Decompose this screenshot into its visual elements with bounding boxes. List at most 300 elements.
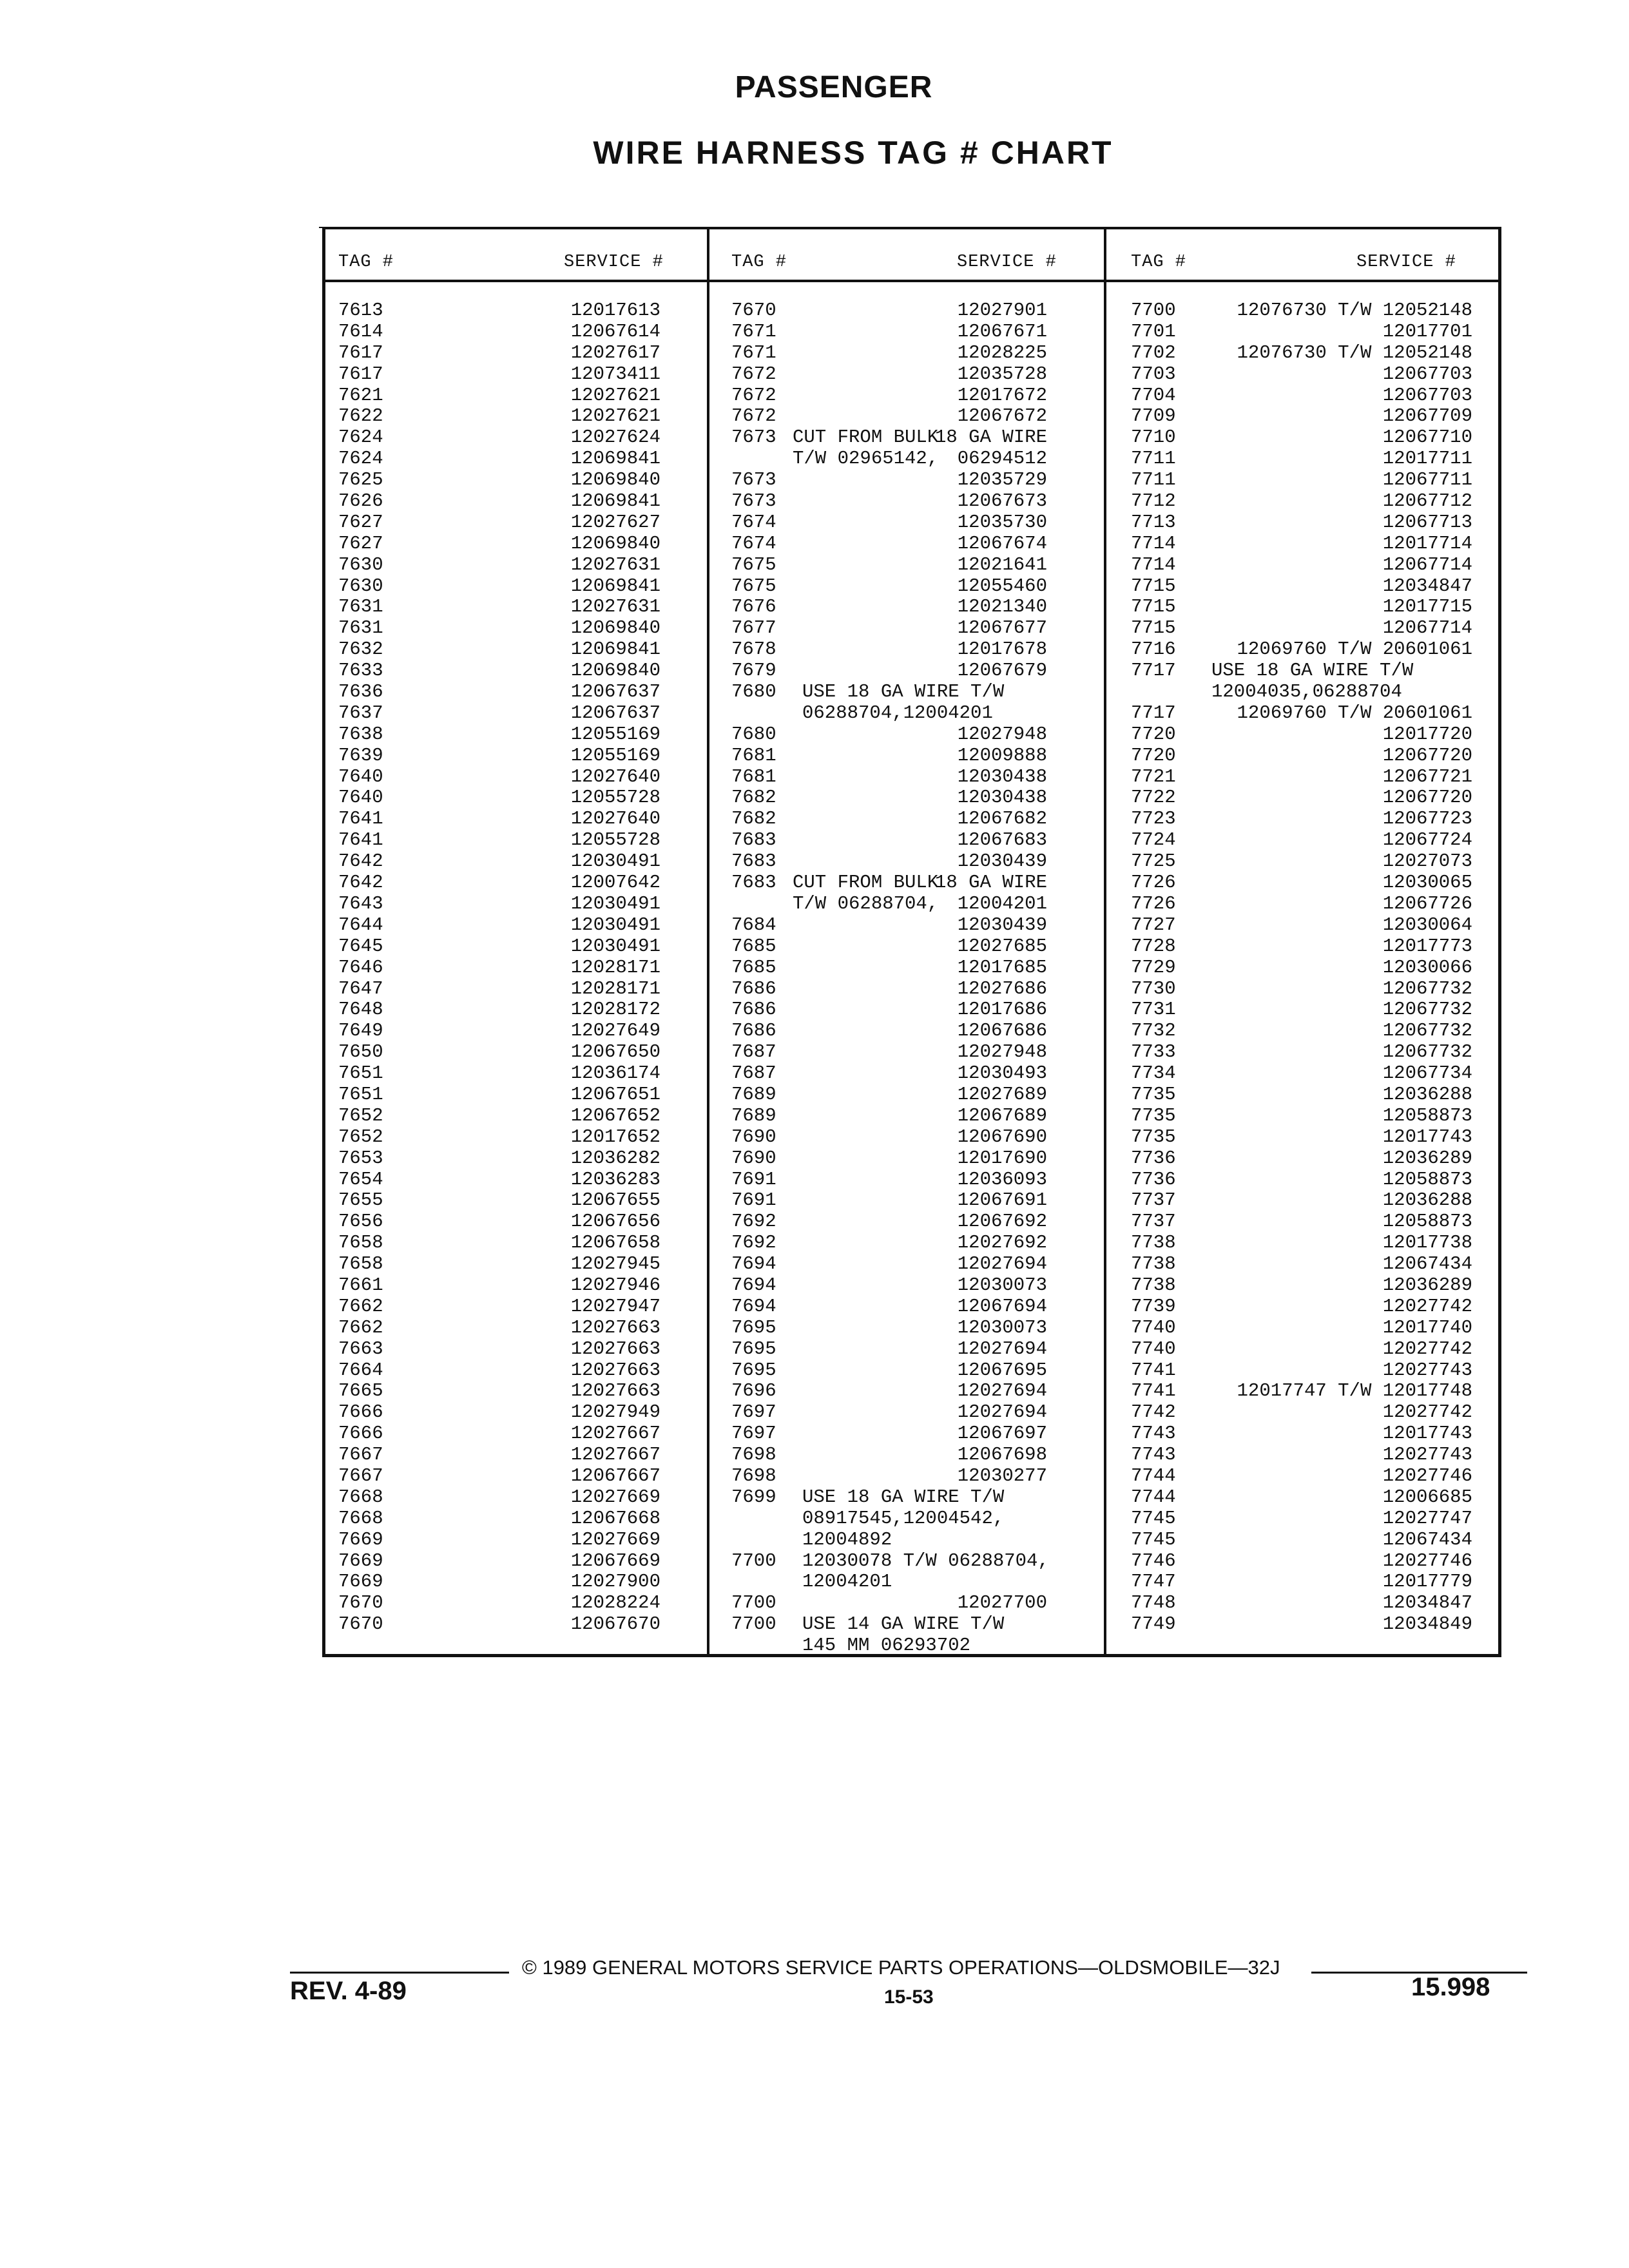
table-row (338, 1211, 693, 1233)
service-number: 12036289 (1382, 1274, 1472, 1296)
service-note: CUT FROM BULK (793, 872, 939, 894)
table-row (1131, 448, 1472, 470)
service-number: 12027073 (1382, 850, 1472, 872)
tag-number: 7672 (731, 384, 776, 406)
service-number: 12067667 (570, 1465, 660, 1486)
tag-number: 7631 (338, 596, 383, 618)
service-number: 12017747 T/W 12017748 (1237, 1380, 1472, 1402)
table-row (338, 1254, 693, 1275)
tag-number: 7630 (338, 553, 383, 575)
tag-number: 7747 (1131, 1571, 1176, 1593)
table-row (1131, 1508, 1472, 1530)
table-row (338, 745, 693, 767)
service-number: 12027624 (570, 427, 660, 448)
service-number: 12067698 (957, 1444, 1047, 1466)
table-row (731, 851, 1073, 872)
table-row (338, 660, 693, 682)
tag-number: 7627 (338, 511, 383, 533)
service-note: T/W 02965142, (793, 448, 939, 470)
service-number: 12027901 (957, 300, 1047, 321)
table-row (338, 1190, 693, 1211)
service-number: 12067720 (1382, 744, 1472, 766)
tag-number: 7691 (731, 1189, 776, 1211)
table-row (731, 639, 1073, 660)
service-number: 12027947 (570, 1295, 660, 1317)
service-number: 12067723 (1382, 808, 1472, 830)
service-number: 12067721 (1382, 765, 1472, 787)
service-number: 12030073 (957, 1274, 1047, 1296)
tag-number: 7692 (731, 1232, 776, 1254)
service-number: 12030073 (957, 1316, 1047, 1338)
table-row (1131, 957, 1472, 979)
service-number: 12030438 (957, 765, 1047, 787)
service-number: 12027694 (957, 1338, 1047, 1360)
tag-number: 7695 (731, 1359, 776, 1381)
tag-number: 7704 (1131, 384, 1176, 406)
table-row (731, 1423, 1073, 1445)
service-number: 12055169 (570, 723, 660, 745)
table-row (1131, 385, 1472, 407)
table-row (1131, 1381, 1472, 1402)
table-row (731, 894, 1073, 915)
tag-number: 7641 (338, 808, 383, 830)
service-number: 12017743 (1382, 1126, 1472, 1148)
table-row (338, 1063, 693, 1084)
table-row (1131, 830, 1472, 851)
table-row (731, 936, 1073, 957)
table-row (731, 1148, 1073, 1169)
table-row (1131, 597, 1472, 618)
tag-number: 7652 (338, 1126, 383, 1148)
service-note: 12004892 (802, 1528, 892, 1550)
table-row (731, 448, 1073, 470)
table-row (1131, 406, 1472, 427)
tag-number: 7617 (338, 341, 383, 363)
table-row (338, 1551, 693, 1572)
tag-number: 7653 (338, 1147, 383, 1169)
table-row (338, 385, 693, 407)
service-number: 12017711 (1382, 448, 1472, 470)
tag-number: 7736 (1131, 1147, 1176, 1169)
table-row (338, 724, 693, 745)
table-row (338, 491, 693, 512)
tag-number: 7644 (338, 914, 383, 936)
service-number: 12027685 (957, 935, 1047, 957)
tag-number: 7627 (338, 532, 383, 554)
service-number: 12067656 (570, 1211, 660, 1233)
tag-number: 7724 (1131, 829, 1176, 851)
service-number: 12007642 (570, 872, 660, 894)
service-number: 12067672 (957, 405, 1047, 427)
service-number: 12067732 (1382, 1041, 1472, 1063)
tag-number: 7698 (731, 1444, 776, 1466)
table-row (1131, 1275, 1472, 1296)
tag-number: 7672 (731, 363, 776, 385)
table-row (338, 1084, 693, 1106)
table-row (731, 745, 1073, 767)
tag-number: 7746 (1131, 1550, 1176, 1571)
table-row (1131, 1021, 1472, 1042)
table-row (338, 512, 693, 533)
tag-number: 7648 (338, 999, 383, 1021)
service-number: 12030065 (1382, 872, 1472, 894)
tag-number: 7720 (1131, 744, 1176, 766)
tag-number: 7647 (338, 977, 383, 999)
service-number: 12067434 (1382, 1528, 1472, 1550)
service-number: 12067724 (1382, 829, 1472, 851)
table-row (731, 385, 1073, 407)
table-row (1131, 682, 1472, 703)
service-number: 12036174 (570, 1062, 660, 1084)
table-row (338, 1148, 693, 1169)
table-row (1131, 555, 1472, 576)
service-note: 06288704,12004201 (802, 702, 993, 724)
service-number: 12027746 (1382, 1550, 1472, 1571)
service-number: 12027649 (570, 1020, 660, 1042)
tag-number: 7630 (338, 575, 383, 597)
table-row (1131, 1445, 1472, 1466)
tag-number: 7717 (1131, 660, 1176, 682)
service-note: T/W 06288704, (793, 892, 939, 914)
tag-number: 7622 (338, 405, 383, 427)
tag-number: 7685 (731, 935, 776, 957)
table-row (731, 1127, 1073, 1148)
tag-number: 7743 (1131, 1423, 1176, 1445)
service-number: 12006685 (1382, 1486, 1472, 1508)
tag-number: 7696 (731, 1380, 776, 1402)
table-row (338, 1233, 693, 1254)
service-number: 12027667 (570, 1444, 660, 1466)
tag-number: 7686 (731, 999, 776, 1021)
service-number: 12017715 (1382, 596, 1472, 618)
service-number: 12067674 (957, 532, 1047, 554)
service-number: 06294512 (957, 448, 1047, 470)
tag-number: 7728 (1131, 935, 1176, 957)
tag-number: 7694 (731, 1274, 776, 1296)
column-3-rows (1131, 300, 1472, 1635)
table-row (731, 1063, 1073, 1084)
service-number: 12027621 (570, 384, 660, 406)
table-row (338, 1530, 693, 1551)
table-row (1131, 767, 1472, 788)
service-number: 12027746 (1382, 1465, 1472, 1486)
table-row (338, 470, 693, 491)
tag-number: 7613 (338, 300, 383, 321)
table-row (1131, 872, 1472, 894)
tag-number: 7740 (1131, 1316, 1176, 1338)
service-number: 12017701 (1382, 320, 1472, 342)
service-number: 12034847 (1382, 575, 1472, 597)
tag-number: 7685 (731, 956, 776, 978)
footer-page-number: 15-53 (884, 1986, 934, 2008)
tag-number: 7744 (1131, 1486, 1176, 1508)
service-number: 12017685 (957, 956, 1047, 978)
service-number: 12067682 (957, 808, 1047, 830)
service-number: 18 GA WIRE (934, 872, 1047, 894)
table-row (338, 533, 693, 555)
table-row (731, 406, 1073, 427)
table-row (1131, 470, 1472, 491)
tag-number: 7683 (731, 850, 776, 872)
service-note: 08917545,12004542, (802, 1507, 1005, 1529)
tag-number: 7669 (338, 1571, 383, 1593)
tag-number: 7681 (731, 765, 776, 787)
service-number: 12069760 T/W 20601061 (1237, 702, 1472, 724)
table-row (1131, 618, 1472, 639)
table-row (1131, 1571, 1472, 1593)
table-row (1131, 1190, 1472, 1211)
service-number: 12067714 (1382, 553, 1472, 575)
tag-number: 7702 (1131, 341, 1176, 363)
tag-number: 7649 (338, 1020, 383, 1042)
table-row (1131, 1339, 1472, 1360)
tag-number: 7703 (1131, 363, 1176, 385)
tag-number: 7673 (731, 427, 776, 448)
service-number: 12058873 (1382, 1211, 1472, 1233)
service-number: 12027742 (1382, 1401, 1472, 1423)
service-number: 12030064 (1382, 914, 1472, 936)
service-number: 12030491 (570, 914, 660, 936)
service-number: 12028171 (570, 956, 660, 978)
tag-number: 7662 (338, 1295, 383, 1317)
service-number: 12067720 (1382, 787, 1472, 809)
table-row (731, 1169, 1073, 1191)
service-number: 12017690 (957, 1147, 1047, 1169)
tag-number: 7683 (731, 829, 776, 851)
tag-number: 7639 (338, 744, 383, 766)
tag-number: 7694 (731, 1253, 776, 1275)
tag-number: 7646 (338, 956, 383, 978)
table-row (1131, 1211, 1472, 1233)
tag-number: 7735 (1131, 1126, 1176, 1148)
service-number: 12021641 (957, 553, 1047, 575)
table-row (731, 597, 1073, 618)
table-row (1131, 660, 1472, 682)
table-row (731, 1190, 1073, 1211)
service-number: 12067671 (957, 320, 1047, 342)
table-row (1131, 999, 1472, 1021)
table-row (338, 999, 693, 1021)
tag-number: 7645 (338, 935, 383, 957)
tag-number: 7674 (731, 532, 776, 554)
service-number: 12069840 (570, 617, 660, 639)
table-row (731, 999, 1073, 1021)
service-number: 12027692 (957, 1232, 1047, 1254)
table-row (731, 576, 1073, 597)
table-row (1131, 787, 1472, 809)
table-row (731, 1106, 1073, 1127)
service-number: 12069840 (570, 660, 660, 682)
service-number: 12067694 (957, 1295, 1047, 1317)
tag-number: 7711 (1131, 448, 1176, 470)
table-row (731, 1530, 1073, 1551)
service-number: 12027742 (1382, 1295, 1472, 1317)
service-number: 12036288 (1382, 1083, 1472, 1105)
tag-number: 7666 (338, 1401, 383, 1423)
table-row (338, 639, 693, 660)
table-row (1131, 1127, 1472, 1148)
service-number: 12017740 (1382, 1316, 1472, 1338)
footer-section-number: 15.998 (1411, 1973, 1490, 2001)
tag-number: 7735 (1131, 1104, 1176, 1126)
tag-number: 7637 (338, 702, 383, 724)
table-row (731, 555, 1073, 576)
service-number: 12067691 (957, 1189, 1047, 1211)
service-number: 12073411 (570, 363, 660, 385)
table-row (731, 1551, 1073, 1572)
service-number: 12069841 (570, 639, 660, 660)
tag-number: 7684 (731, 914, 776, 936)
table-row (1131, 1423, 1472, 1445)
tag-number: 7661 (338, 1274, 383, 1296)
tag-number: 7737 (1131, 1189, 1176, 1211)
column-1 (338, 229, 693, 1654)
service-number: 12067714 (1382, 617, 1472, 639)
table-row (1131, 745, 1472, 767)
tag-number: 7725 (1131, 850, 1176, 872)
tag-number: 7722 (1131, 787, 1176, 809)
service-number: 12067689 (957, 1104, 1047, 1126)
tag-number: 7675 (731, 553, 776, 575)
service-number: 12030066 (1382, 956, 1472, 978)
service-number: 12030439 (957, 914, 1047, 936)
table-row (338, 1042, 693, 1063)
table-row (338, 1169, 693, 1191)
service-number: 12034847 (1382, 1592, 1472, 1614)
service-number: 12069760 T/W 20601061 (1237, 639, 1472, 660)
service-number: 12027689 (957, 1083, 1047, 1105)
tag-number: 7738 (1131, 1232, 1176, 1254)
tag-number: 7690 (731, 1126, 776, 1148)
table-row (338, 787, 693, 809)
service-number: 12021340 (957, 596, 1047, 618)
tag-number: 7727 (1131, 914, 1176, 936)
table-row (338, 1021, 693, 1042)
service-number: 12034849 (1382, 1613, 1472, 1635)
column-2 (731, 229, 1073, 1657)
table-row (1131, 979, 1472, 1000)
service-number: 12067710 (1382, 427, 1472, 448)
table-row (731, 470, 1073, 491)
table-row (338, 851, 693, 872)
tag-number: 7714 (1131, 532, 1176, 554)
tag-number: 7673 (731, 469, 776, 491)
service-note: 145 MM 06293702 (802, 1635, 971, 1657)
table-row (1131, 915, 1472, 936)
table-row (731, 1381, 1073, 1402)
tag-number: 7640 (338, 787, 383, 809)
tag-number: 7683 (731, 872, 776, 894)
table-row (338, 1318, 693, 1339)
table-row (338, 406, 693, 427)
tag-number: 7670 (731, 300, 776, 321)
service-note: USE 18 GA WIRE T/W (802, 681, 1005, 703)
tag-number: 7738 (1131, 1274, 1176, 1296)
table-row (1131, 322, 1472, 343)
service-number: 12036283 (570, 1168, 660, 1190)
column-divider (1104, 229, 1106, 1654)
tag-number: 7633 (338, 660, 383, 682)
service-number: 12067679 (957, 660, 1047, 682)
table-row (731, 682, 1073, 703)
service-number: 12067670 (570, 1613, 660, 1635)
tag-number: 7737 (1131, 1211, 1176, 1233)
tag-number: 7638 (338, 723, 383, 745)
service-note: 12004201 (802, 1571, 892, 1593)
service-number: 12030491 (570, 935, 660, 957)
tag-number: 7733 (1131, 1041, 1176, 1063)
table-row (1131, 1254, 1472, 1275)
header-service: SERVICE # (1356, 253, 1456, 272)
tag-number: 7670 (338, 1592, 383, 1614)
tag-number: 7656 (338, 1211, 383, 1233)
service-note: USE 14 GA WIRE T/W (802, 1613, 1005, 1635)
table-row (731, 533, 1073, 555)
service-number: 12067690 (957, 1126, 1047, 1148)
service-number: 12017678 (957, 639, 1047, 660)
table-row (731, 1466, 1073, 1487)
column-3 (1131, 229, 1472, 1654)
table-row (1131, 1614, 1472, 1635)
tag-number: 7741 (1131, 1359, 1176, 1381)
table-row (338, 1339, 693, 1360)
service-number: 12035730 (957, 511, 1047, 533)
tag-number: 7652 (338, 1104, 383, 1126)
table-row (338, 555, 693, 576)
tag-number: 7651 (338, 1083, 383, 1105)
tag-number: 7673 (731, 490, 776, 512)
tag-number: 7700 (731, 1550, 776, 1571)
header-service: SERVICE # (957, 253, 1057, 272)
service-number: 12067655 (570, 1189, 660, 1211)
service-number: 12067732 (1382, 999, 1472, 1021)
table-row (731, 660, 1073, 682)
service-number: 12067673 (957, 490, 1047, 512)
service-number: 12058873 (1382, 1104, 1472, 1126)
tag-number: 7715 (1131, 596, 1176, 618)
table-row (338, 1487, 693, 1508)
service-number: 12067726 (1382, 892, 1472, 914)
table-row (731, 1296, 1073, 1318)
tag-number: 7675 (731, 575, 776, 597)
column-2-rows (731, 300, 1073, 1657)
table-row (731, 1275, 1073, 1296)
tag-number: 7697 (731, 1423, 776, 1445)
tag-number: 7642 (338, 872, 383, 894)
service-number: 12017720 (1382, 723, 1472, 745)
header-tag: TAG # (338, 253, 394, 272)
tag-number: 7667 (338, 1465, 383, 1486)
tag-number: 7726 (1131, 872, 1176, 894)
table-row (1131, 1402, 1472, 1423)
table-row (338, 1466, 693, 1487)
service-number: 12036288 (1382, 1189, 1472, 1211)
table-row (1131, 703, 1472, 724)
table-row (731, 1445, 1073, 1466)
table-row (1131, 300, 1472, 322)
tag-number: 7711 (1131, 469, 1176, 491)
tag-number: 7672 (731, 405, 776, 427)
service-number: 12067651 (570, 1083, 660, 1105)
service-number: 12067650 (570, 1041, 660, 1063)
service-number: 12027640 (570, 808, 660, 830)
service-number: 12027747 (1382, 1507, 1472, 1529)
service-number: 12067677 (957, 617, 1047, 639)
service-number: 12067686 (957, 1020, 1047, 1042)
service-number: 12055460 (957, 575, 1047, 597)
table-row (338, 979, 693, 1000)
tag-number: 7625 (338, 469, 383, 491)
